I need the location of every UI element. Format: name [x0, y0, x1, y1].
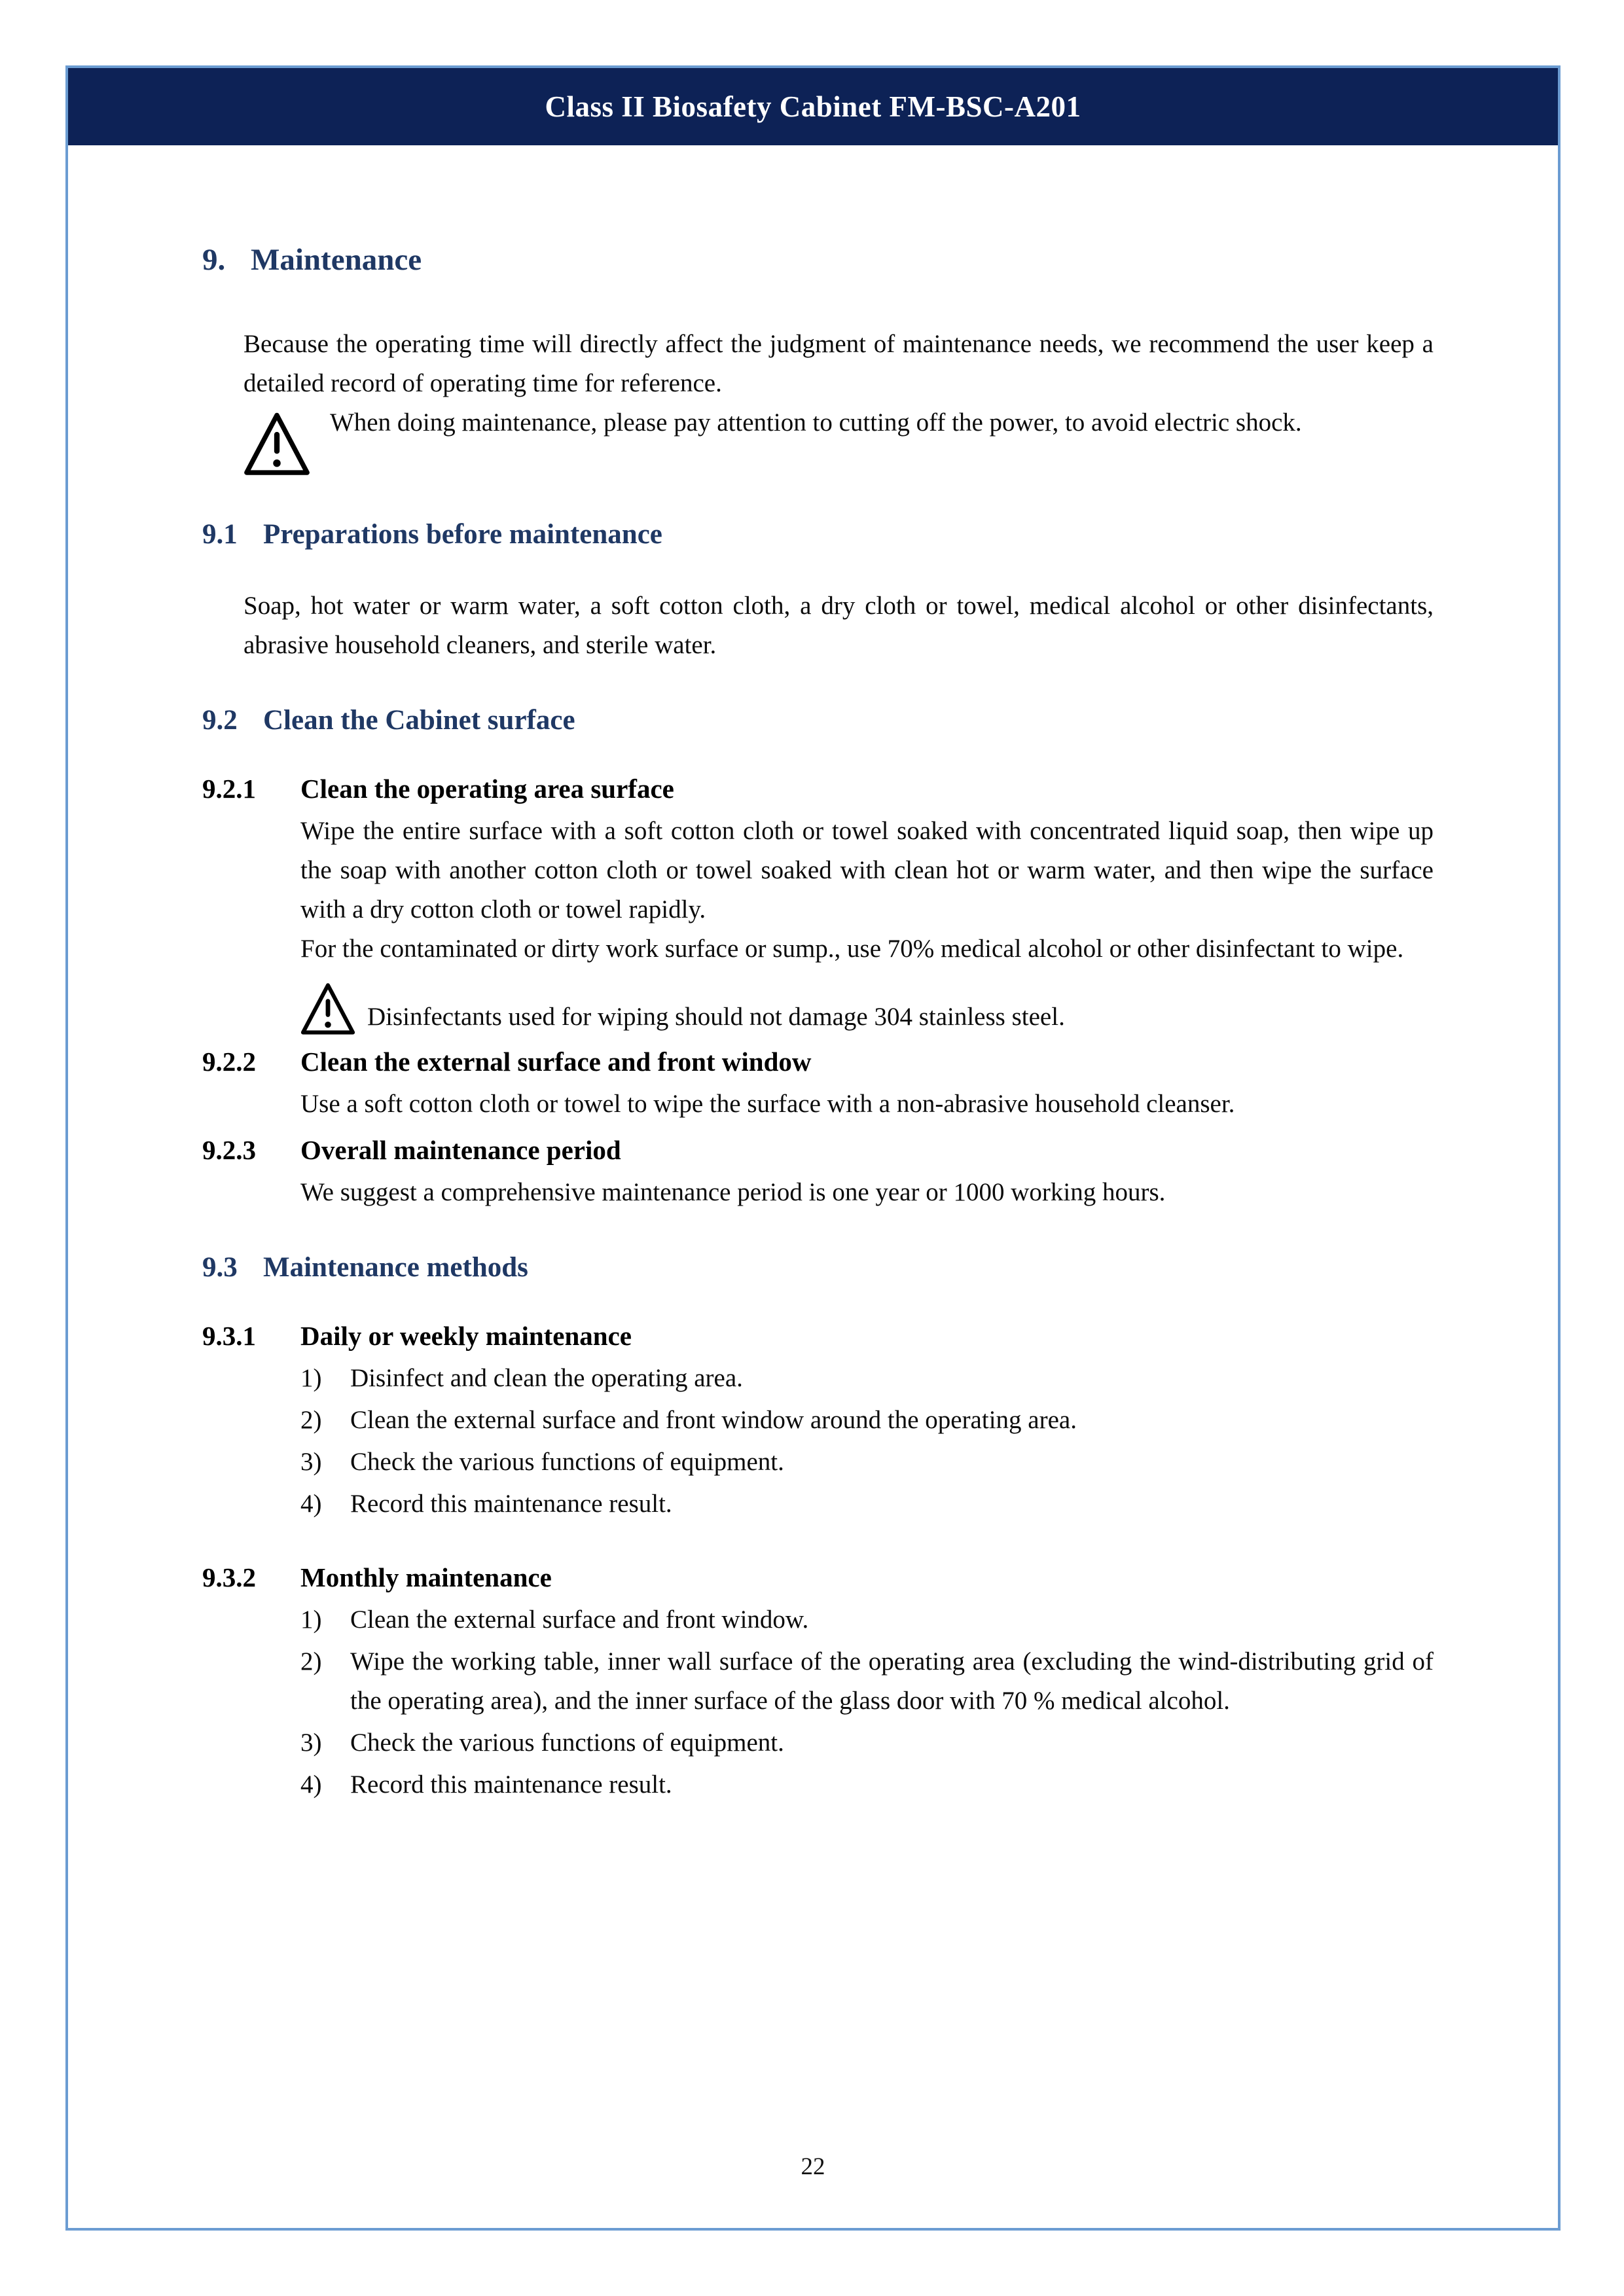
subsection-9-3-2 — [202, 1562, 1434, 1804]
warning-triangle-icon — [300, 980, 355, 1038]
list-item-text: Clean the external surface and front window around the operating area. — [350, 1406, 1077, 1435]
list-item — [300, 1484, 1434, 1524]
list-item — [300, 1765, 1434, 1804]
warning-disinfectant-block — [300, 980, 1434, 1035]
numbered-list — [300, 1600, 1434, 1804]
subsection-number: 9.3.2 — [202, 1562, 256, 1593]
list-item — [300, 1642, 1434, 1721]
list-item-number: 3) — [300, 1729, 322, 1757]
page-frame — [65, 65, 1561, 2231]
warning-power-text: When doing maintenance, please pay attention to cutting off the power, to avoid electric shock. — [330, 408, 1302, 437]
list-item-number: 1) — [300, 1605, 322, 1634]
list-item — [300, 1600, 1434, 1640]
subsection-title: Clean the operating area surface — [300, 773, 674, 804]
list-item-number: 2) — [300, 1406, 322, 1435]
list-item-text: Check the various functions of equipment. — [350, 1448, 784, 1477]
section-heading-9-3 — [202, 1251, 1434, 1283]
subsection-9-2-2 — [202, 1046, 1434, 1124]
subsection-heading — [202, 1320, 1434, 1352]
page-number: 22 — [801, 2153, 825, 2180]
list-item — [300, 1723, 1434, 1763]
warning-triangle-icon — [244, 410, 310, 479]
section-title: Clean the Cabinet surface — [263, 705, 575, 736]
subsection-heading — [202, 1134, 1434, 1166]
section-number: 9. — [202, 243, 226, 277]
subsection-number: 9.3.1 — [202, 1320, 256, 1351]
list-item-text: Record this maintenance result. — [350, 1490, 672, 1518]
subsection-title: Daily or weekly maintenance — [300, 1320, 632, 1351]
subsection-number: 9.2.3 — [202, 1135, 256, 1166]
intro-paragraph: Because the operating time will directly affect the judgment of maintenance needs, we recommend the user keep a detailed record of operating time for reference. — [244, 330, 1434, 398]
page-title: Class II Biosafety Cabinet FM-BSC-A201 — [545, 90, 1081, 123]
section-9-1-body: Soap, hot water or warm water, a soft cotton cloth, a dry cloth or towel, medical alcohol or other disinfectants, abrasive household cleaners, and sterile water. — [244, 592, 1434, 660]
page-content — [68, 145, 1558, 1804]
list-item-number: 3) — [300, 1448, 322, 1477]
section-heading-9-1 — [202, 518, 1434, 550]
subsection-title: Overall maintenance period — [300, 1135, 621, 1166]
warning-disinfectant-text: Disinfectants used for wiping should not damage 304 stainless steel. — [367, 1003, 1065, 1031]
subsection-heading — [202, 1562, 1434, 1594]
subsection-9-2-1 — [202, 773, 1434, 1035]
section-number: 9.2 — [202, 705, 238, 736]
section-heading-9-2 — [202, 704, 1434, 736]
subsection-number: 9.2.1 — [202, 773, 256, 804]
list-item-text: Clean the external surface and front window. — [350, 1605, 809, 1634]
subsection-title: Clean the external surface and front window — [300, 1047, 812, 1077]
section-heading-9 — [202, 242, 1434, 278]
subsection-heading — [202, 1046, 1434, 1078]
section-title: Maintenance — [251, 243, 422, 277]
subsection-number: 9.2.2 — [202, 1047, 256, 1077]
subsection-body — [300, 812, 1434, 969]
list-item-text: Disinfect and clean the operating area. — [350, 1364, 743, 1393]
list-item-number: 2) — [300, 1647, 322, 1676]
header-bar — [68, 68, 1558, 145]
subsection-9-2-3 — [202, 1134, 1434, 1212]
paragraph: Use a soft cotton cloth or towel to wipe the surface with a non-abrasive household cleanser. — [300, 1090, 1235, 1119]
list-item-text: Record this maintenance result. — [350, 1770, 672, 1799]
subsection-9-3-1 — [202, 1320, 1434, 1524]
section-number: 9.3 — [202, 1252, 238, 1283]
list-item — [300, 1401, 1434, 1440]
subsection-heading — [202, 773, 1434, 805]
list-item-number: 4) — [300, 1770, 322, 1799]
paragraph: For the contaminated or dirty work surface or sump., use 70% medical alcohol or other disinfectant to wipe. — [300, 935, 1404, 963]
warning-power-block — [244, 403, 1434, 479]
list-item — [300, 1443, 1434, 1482]
list-item-text: Wipe the working table, inner wall surface of the operating area (excluding the wind-distributing grid of the operating area), and the inner surface of the glass door with 70 % medical alcohol. — [350, 1647, 1434, 1715]
list-item-number: 1) — [300, 1364, 322, 1393]
subsection-body — [300, 1173, 1434, 1212]
list-item-text: Check the various functions of equipment. — [350, 1729, 784, 1757]
numbered-list — [300, 1359, 1434, 1524]
section-number: 9.1 — [202, 519, 238, 550]
section-title: Preparations before maintenance — [263, 519, 662, 550]
list-item-number: 4) — [300, 1490, 322, 1518]
list-item — [300, 1359, 1434, 1398]
subsection-title: Monthly maintenance — [300, 1562, 552, 1593]
paragraph: We suggest a comprehensive maintenance period is one year or 1000 working hours. — [300, 1178, 1166, 1207]
subsection-body — [300, 1085, 1434, 1124]
section-title: Maintenance methods — [263, 1252, 528, 1283]
paragraph: Wipe the entire surface with a soft cotton cloth or towel soaked with concentrated liquid soap, then wipe up the soap with another cotton cloth or towel soaked with clean hot or warm water, and then wipe the surface with a dry cotton cloth or towel rapidly. — [300, 817, 1434, 924]
